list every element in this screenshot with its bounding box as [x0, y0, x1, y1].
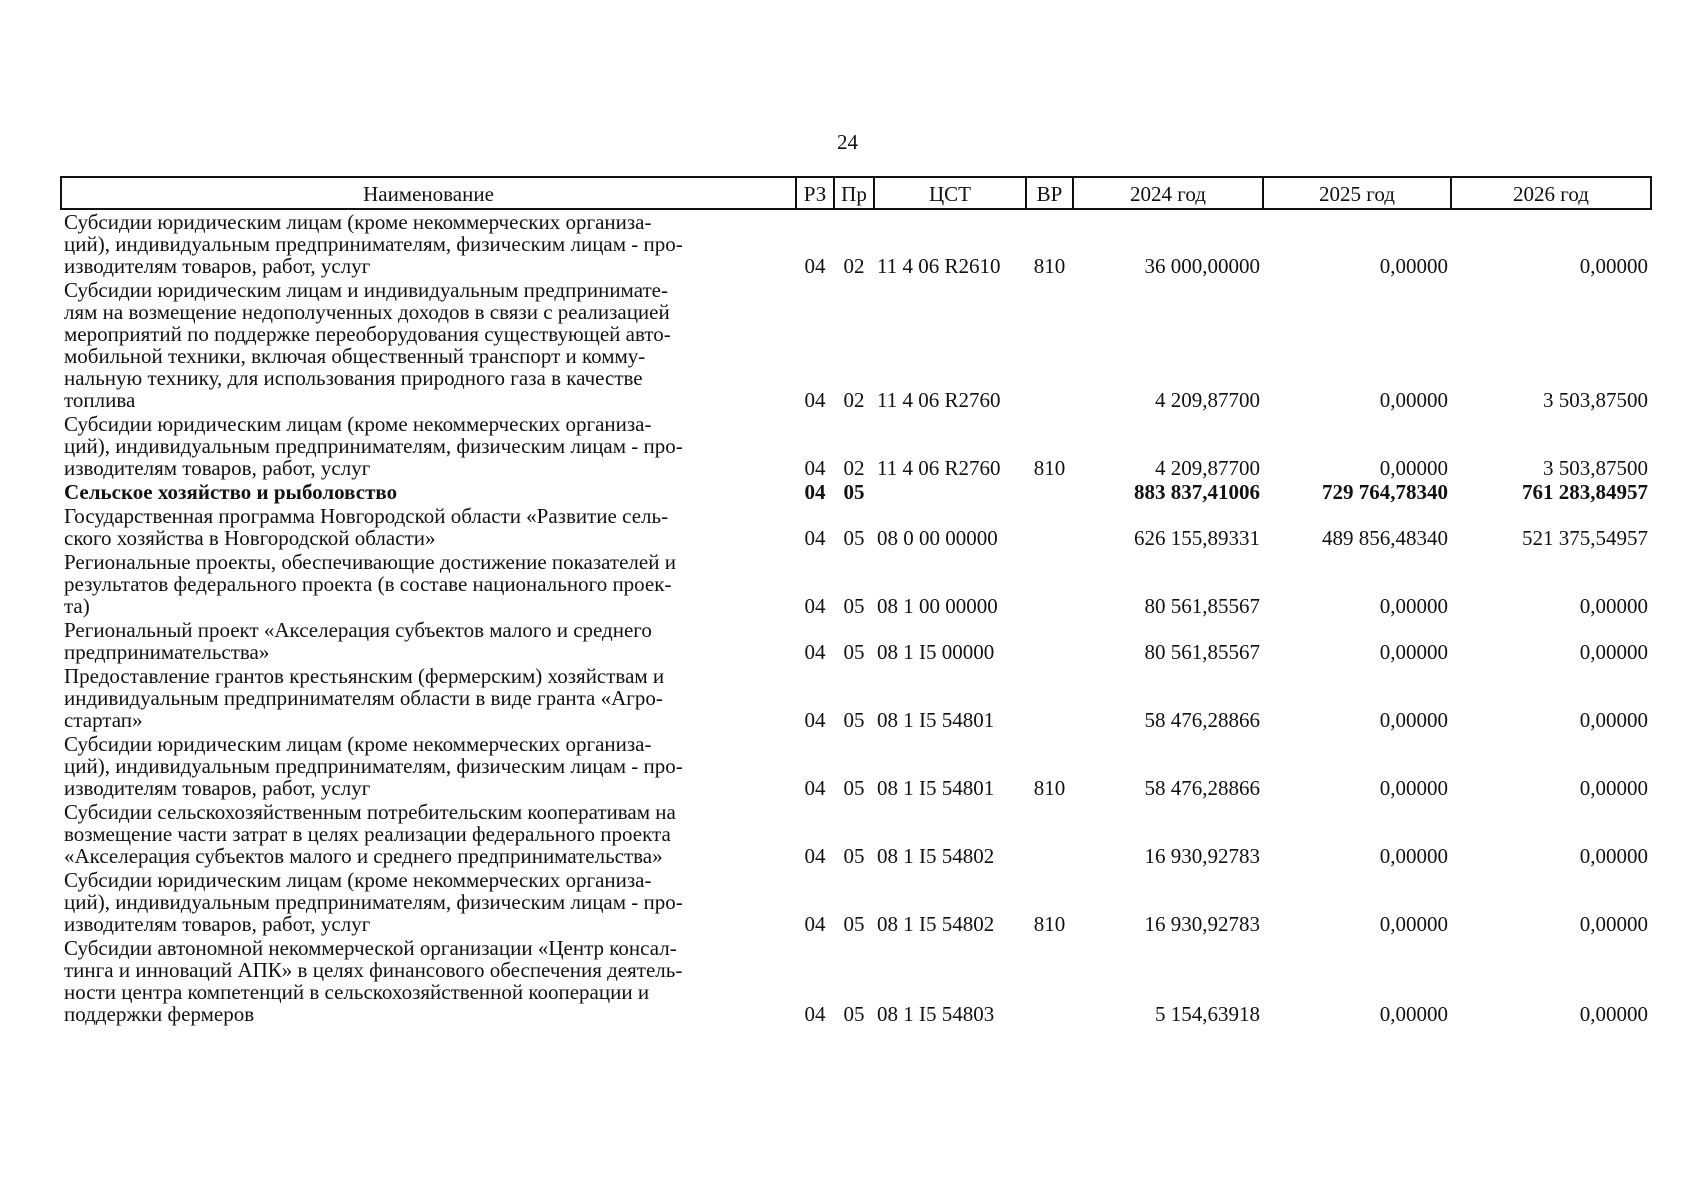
table-row [61, 412, 1651, 480]
row-cst: 08 1 I5 54802 [877, 912, 995, 936]
row-name [61, 209, 796, 278]
row-name-line: мобильной техники, включая общественный транспорт и комму- [64, 344, 646, 368]
row-cst: 08 1 I5 54801 [877, 708, 995, 732]
row-pr: 05 [843, 776, 865, 800]
column-header-2025: 2025 год [1263, 177, 1451, 209]
table-header-row [61, 177, 1651, 209]
row-name-line: «Акселерация субъектов малого и среднего предпринимательства» [64, 844, 663, 868]
row-name-line: индивидуальным предпринимателям области в виде гранта «Агро- [64, 686, 663, 710]
row-pr: 05 [843, 594, 865, 618]
table-row [61, 504, 1651, 550]
row-amount-2024: 80 561,85567 [1144, 594, 1260, 618]
row-amount-2024: 883 837,41006 [1134, 480, 1260, 504]
row-amount-2024: 58 476,28866 [1144, 776, 1260, 800]
row-name [61, 550, 796, 618]
row-cst: 11 4 06 R2760 [877, 388, 1001, 412]
row-name-line: Субсидии юридическим лицам и индивидуальным предпринимате- [64, 278, 668, 302]
row-amount-2026: 0,00000 [1579, 1002, 1648, 1026]
row-name-line: мероприятий по поддержке переоборудования существующей авто- [64, 322, 671, 346]
row-vr: 810 [1033, 456, 1066, 480]
table-row [61, 550, 1651, 618]
row-cst: 08 1 I5 54801 [877, 776, 995, 800]
row-amount-2025: 489 856,48340 [1322, 526, 1448, 550]
row-rz: 04 [804, 844, 826, 868]
row-amount-2026: 3 503,87500 [1543, 456, 1648, 480]
row-name-line: ций), индивидуальным предпринимателям, физическим лицам - про- [64, 434, 683, 458]
row-amount-2025: 0,00000 [1379, 456, 1448, 480]
row-name-line: Государственная программа Новгородской области «Развитие сель- [64, 504, 669, 528]
row-name-line: Субсидии автономной некоммерческой организации «Центр консал- [64, 936, 677, 960]
row-name-line: Сельское хозяйство и рыболовство [64, 480, 398, 504]
row-vr [1026, 936, 1073, 1026]
table-row [61, 278, 1651, 412]
row-cst: 08 0 00 00000 [877, 526, 998, 550]
row-vr [1026, 480, 1073, 504]
row-amount-2024: 626 155,89331 [1134, 526, 1260, 550]
column-header-vr: ВР [1026, 177, 1073, 209]
row-vr: 810 [1033, 776, 1066, 800]
row-amount-2024: 36 000,00000 [1144, 254, 1260, 278]
column-header-2024: 2024 год [1073, 177, 1263, 209]
row-name-line: Предоставление грантов крестьянским (фермерским) хозяйствам и [64, 664, 665, 688]
row-amount-2026: 3 503,87500 [1543, 388, 1648, 412]
row-amount-2025: 0,00000 [1379, 1002, 1448, 1026]
row-amount-2025: 0,00000 [1379, 844, 1448, 868]
row-rz: 04 [804, 594, 826, 618]
row-name [61, 936, 796, 1026]
row-pr: 02 [843, 388, 865, 412]
row-cst: 08 1 I5 00000 [877, 640, 995, 664]
row-rz: 04 [804, 776, 826, 800]
row-amount-2024: 4 209,87700 [1155, 456, 1260, 480]
table-body [61, 209, 1651, 1026]
row-name-line: та) [64, 594, 90, 618]
column-header-2026: 2026 год [1451, 177, 1651, 209]
row-pr: 02 [843, 254, 865, 278]
row-name-line: результатов федерального проекта (в составе национального проек- [64, 572, 672, 596]
row-name [61, 664, 796, 732]
row-rz: 04 [804, 456, 826, 480]
row-vr [1026, 278, 1073, 412]
row-vr: 810 [1033, 254, 1066, 278]
row-name-line: Региональный проект «Акселерация субъектов малого и среднего [64, 618, 652, 642]
row-pr: 05 [843, 526, 865, 550]
row-rz: 04 [804, 640, 826, 664]
row-amount-2025: 0,00000 [1379, 594, 1448, 618]
row-amount-2026: 0,00000 [1579, 912, 1648, 936]
row-name-line: изводителям товаров, работ, услуг [64, 456, 371, 480]
row-name-line: изводителям товаров, работ, услуг [64, 254, 371, 278]
column-header-rz: РЗ [796, 177, 834, 209]
row-amount-2025: 0,00000 [1379, 912, 1448, 936]
row-amount-2026: 761 283,84957 [1522, 480, 1648, 504]
row-name-line: поддержки фермеров [64, 1002, 255, 1026]
row-pr: 05 [843, 1002, 865, 1026]
row-name-line: стартап» [64, 708, 143, 732]
row-pr: 05 [843, 708, 865, 732]
row-vr: 810 [1033, 912, 1066, 936]
column-header-pr: Пр [834, 177, 874, 209]
row-amount-2026: 0,00000 [1579, 708, 1648, 732]
row-amount-2024: 58 476,28866 [1144, 708, 1260, 732]
row-rz: 04 [804, 388, 826, 412]
row-name-line: ского хозяйства в Новгородской области» [64, 526, 436, 550]
row-name-line: Субсидии юридическим лицам (кроме некоммерческих организа- [64, 732, 652, 756]
row-amount-2025: 0,00000 [1379, 254, 1448, 278]
row-pr: 05 [843, 912, 865, 936]
row-name [61, 618, 796, 664]
column-header-name: Наименование [61, 177, 796, 209]
row-amount-2025: 0,00000 [1379, 640, 1448, 664]
row-amount-2025: 0,00000 [1379, 776, 1448, 800]
row-amount-2026: 0,00000 [1579, 594, 1648, 618]
row-name [61, 868, 796, 936]
table-row [61, 936, 1651, 1026]
row-name-line: тинга и инноваций АПК» в целях финансового обеспечения деятель- [64, 958, 683, 982]
table-row [61, 664, 1651, 732]
row-amount-2025: 729 764,78340 [1322, 480, 1448, 504]
row-vr [1026, 504, 1073, 550]
row-name-line: Субсидии юридическим лицам (кроме некоммерческих организа- [64, 210, 652, 234]
row-vr [1026, 550, 1073, 618]
row-vr [1026, 800, 1073, 868]
row-pr: 02 [843, 456, 865, 480]
row-name-line: Субсидии юридическим лицам (кроме некоммерческих организа- [64, 412, 652, 436]
row-cst: 08 1 I5 54803 [877, 1002, 995, 1026]
row-rz: 04 [804, 480, 826, 504]
row-amount-2026: 0,00000 [1579, 640, 1648, 664]
row-pr: 05 [843, 480, 865, 504]
row-rz: 04 [804, 526, 826, 550]
row-name-line: Региональные проекты, обеспечивающие достижение показателей и [64, 550, 676, 574]
row-cst [874, 480, 1026, 504]
row-name [61, 504, 796, 550]
row-name-line: возмещение части затрат в целях реализации федерального проекта [64, 822, 671, 846]
row-name-line: изводителям товаров, работ, услуг [64, 776, 371, 800]
row-amount-2026: 0,00000 [1579, 844, 1648, 868]
row-amount-2024: 5 154,63918 [1155, 1002, 1260, 1026]
row-rz: 04 [804, 708, 826, 732]
row-amount-2026: 0,00000 [1579, 254, 1648, 278]
row-cst: 08 1 00 00000 [877, 594, 998, 618]
column-header-cst: ЦСТ [874, 177, 1026, 209]
row-name [61, 732, 796, 800]
row-vr [1026, 618, 1073, 664]
row-name-line: нальную технику, для использования природного газа в качестве [64, 366, 643, 390]
row-amount-2026: 0,00000 [1579, 776, 1648, 800]
row-amount-2025: 0,00000 [1379, 388, 1448, 412]
row-rz: 04 [804, 254, 826, 278]
row-name [61, 412, 796, 480]
row-name-line: ций), индивидуальным предпринимателям, физическим лицам - про- [64, 232, 683, 256]
row-pr: 05 [843, 640, 865, 664]
table-row [61, 800, 1651, 868]
row-name-line: изводителям товаров, работ, услуг [64, 912, 371, 936]
row-amount-2024: 16 930,92783 [1144, 912, 1260, 936]
budget-table [60, 176, 1652, 1026]
row-amount-2024: 4 209,87700 [1155, 388, 1260, 412]
row-name [61, 800, 796, 868]
row-amount-2024: 16 930,92783 [1144, 844, 1260, 868]
row-pr: 05 [843, 844, 865, 868]
table-row [61, 480, 1651, 504]
row-name [61, 480, 796, 504]
row-name-line: топлива [64, 388, 136, 412]
row-rz: 04 [804, 912, 826, 936]
page-number: 24 [837, 130, 858, 154]
row-amount-2024: 80 561,85567 [1144, 640, 1260, 664]
table-row [61, 868, 1651, 936]
row-name-line: ций), индивидуальным предпринимателям, физическим лицам - про- [64, 754, 683, 778]
row-name-line: лям на возмещение недополученных доходов в связи с реализацией [64, 300, 670, 324]
row-cst: 08 1 I5 54802 [877, 844, 995, 868]
row-cst: 11 4 06 R2760 [877, 456, 1001, 480]
table-row [61, 209, 1651, 278]
row-amount-2025: 0,00000 [1379, 708, 1448, 732]
row-vr [1026, 664, 1073, 732]
row-amount-2026: 521 375,54957 [1522, 526, 1648, 550]
table-row [61, 732, 1651, 800]
row-name [61, 278, 796, 412]
row-name-line: Субсидии юридическим лицам (кроме некоммерческих организа- [64, 868, 652, 892]
row-name-line: ций), индивидуальным предпринимателям, физическим лицам - про- [64, 890, 683, 914]
row-name-line: Субсидии сельскохозяйственным потребительским кооперативам на [64, 800, 676, 824]
row-cst: 11 4 06 R2610 [877, 254, 1001, 278]
row-name-line: ности центра компетенций в сельскохозяйственной кооперации и [64, 980, 650, 1004]
row-rz: 04 [804, 1002, 826, 1026]
row-name-line: предпринимательства» [64, 640, 270, 664]
table-row [61, 618, 1651, 664]
